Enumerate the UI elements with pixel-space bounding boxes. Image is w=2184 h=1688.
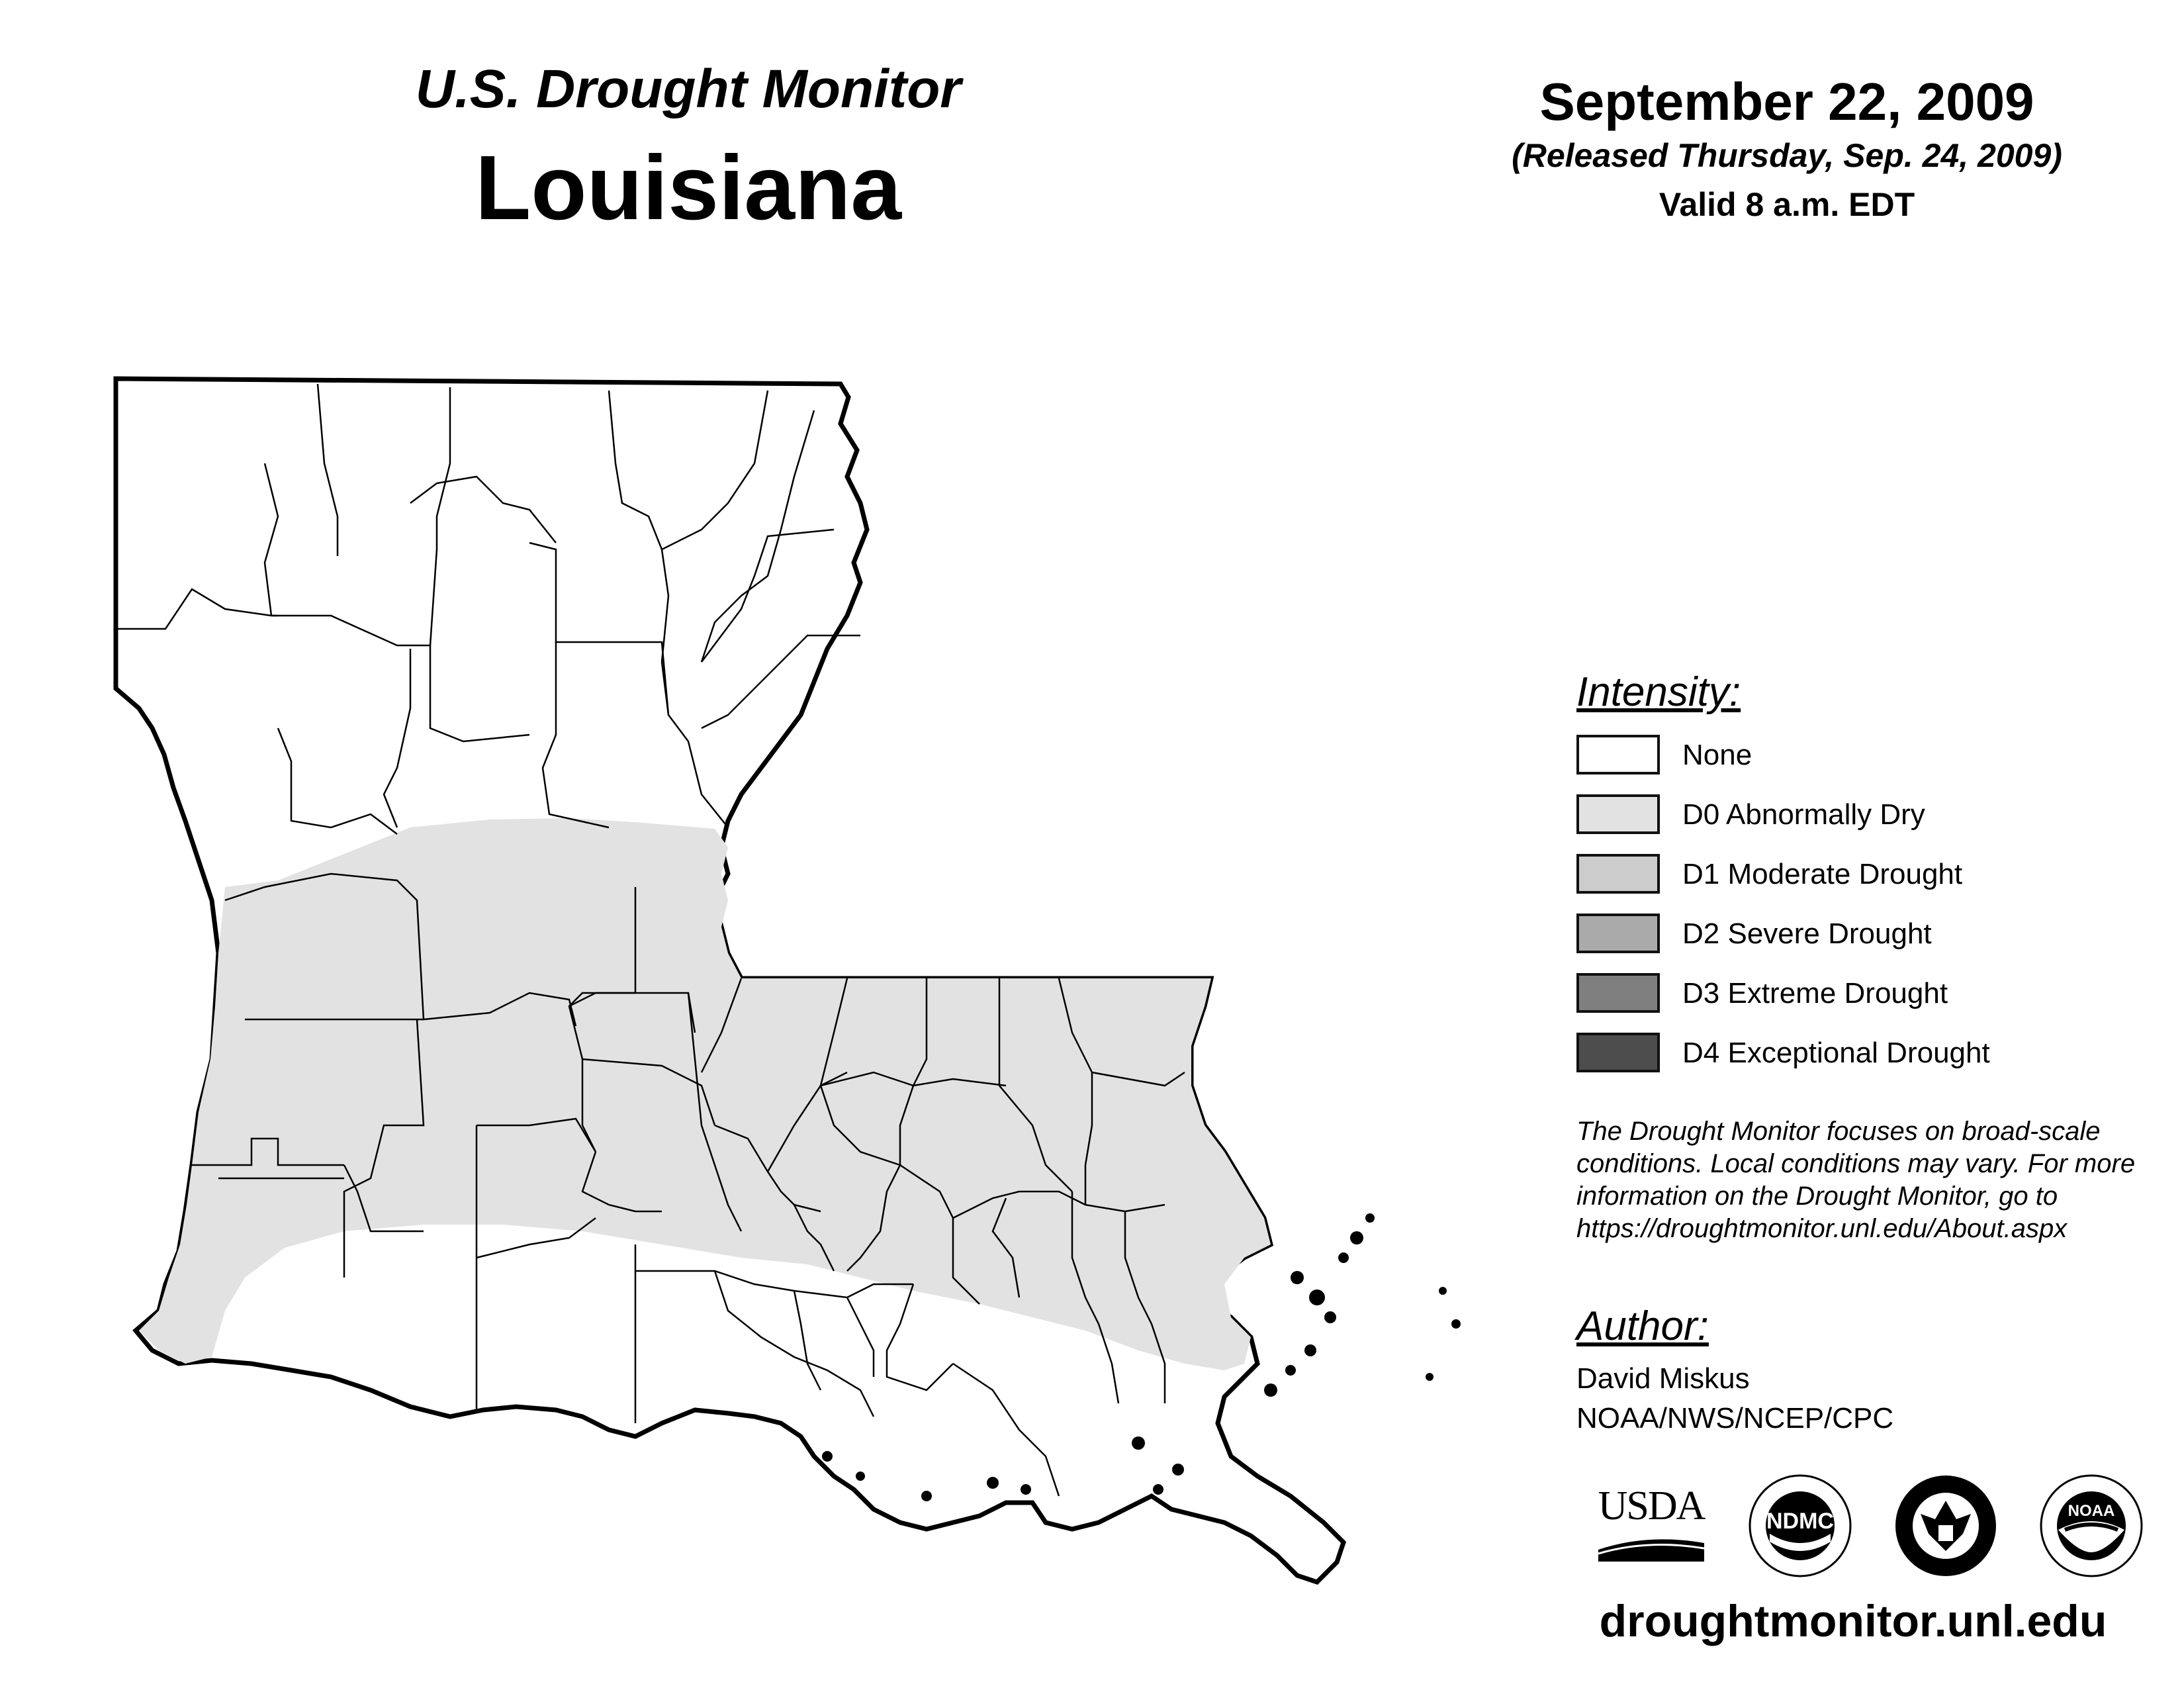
- legend-swatch: [1576, 1033, 1660, 1072]
- usda-logo-text: USDA: [1598, 1483, 1705, 1528]
- author-title: Author:: [1576, 1303, 1709, 1349]
- map-date: September 22, 2009: [1539, 72, 2034, 131]
- legend-swatch: [1576, 973, 1660, 1013]
- legend-item: [1576, 1033, 2040, 1075]
- state-title: Louisiana: [475, 137, 902, 239]
- legend-item: [1576, 854, 2040, 896]
- legend-swatch: [1576, 735, 1660, 774]
- monitor-title: U.S. Drought Monitor: [415, 59, 962, 119]
- commerce-seal-icon: [1893, 1473, 1999, 1579]
- release-date: (Released Thursday, Sep. 24, 2009): [1512, 137, 2062, 174]
- commerce-logo: [1893, 1473, 1999, 1579]
- legend-label: D3 Extreme Drought: [1682, 977, 1948, 1009]
- legend-label: D2 Severe Drought: [1682, 917, 1932, 950]
- author-name: David Miskus: [1576, 1362, 1750, 1395]
- legend-label: None: [1682, 739, 1752, 771]
- legend-title: Intensity:: [1576, 669, 1741, 715]
- legend-swatch: [1576, 854, 1660, 894]
- usda-swoosh-icon: [1595, 1530, 1707, 1563]
- disclaimer-note: The Drought Monitor focuses on broad-scale conditions. Local conditions may vary. For more information on the Drought Monitor, go to https://droughtmonitor.unl.edu/About.aspx: [1576, 1117, 2136, 1243]
- legend-item: [1576, 794, 2040, 837]
- legend-label: D0 Abnormally Dry: [1682, 798, 1925, 831]
- legend-item: [1576, 914, 2040, 956]
- legend-item: [1576, 735, 2040, 777]
- noaa-seal-icon: [2038, 1473, 2144, 1579]
- noaa-logo-text: NOAA: [2068, 1502, 2115, 1520]
- usda-logo: [1595, 1483, 1707, 1562]
- noaa-logo: [2038, 1473, 2144, 1579]
- ndmc-logo-text: NDMC: [1766, 1509, 1834, 1534]
- legend-item: [1576, 973, 2040, 1015]
- ndmc-logo: [1747, 1473, 1853, 1579]
- valid-time: Valid 8 a.m. EDT: [1659, 186, 1915, 223]
- author-org: NOAA/NWS/NCEP/CPC: [1576, 1402, 1894, 1434]
- legend-swatch: [1576, 914, 1660, 953]
- website-link[interactable]: droughtmonitor.unl.edu: [1599, 1596, 2107, 1646]
- legend-swatch: [1576, 794, 1660, 834]
- legend-label: D1 Moderate Drought: [1682, 858, 1963, 890]
- legend-label: D4 Exceptional Drought: [1682, 1037, 1990, 1069]
